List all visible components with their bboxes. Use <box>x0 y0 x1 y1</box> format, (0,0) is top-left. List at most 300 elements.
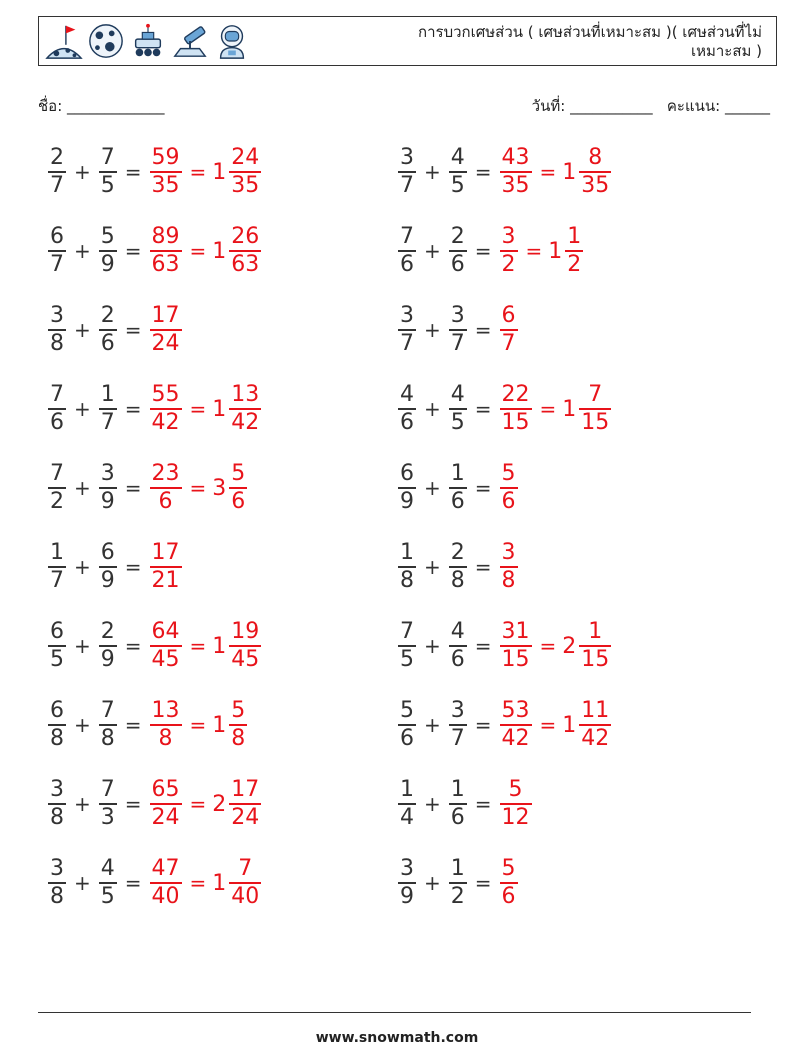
equals-sign: = <box>474 239 492 263</box>
equals-sign: = <box>124 318 142 342</box>
problem-item <box>46 377 263 441</box>
equals-sign: = <box>124 792 142 816</box>
answer-mixed-fraction <box>229 777 261 831</box>
answer-improper <box>500 461 518 515</box>
addend-b <box>99 382 117 436</box>
answer-mixed-fraction-numerator: 1 <box>567 224 582 250</box>
answer-whole: 1 <box>212 870 227 896</box>
answer-mixed-fraction-denominator: 40 <box>231 883 260 909</box>
plus-sign: + <box>74 792 91 816</box>
addend-a <box>398 856 416 910</box>
addend-b-numerator: 4 <box>100 856 115 882</box>
addend-b-denominator: 8 <box>100 725 115 751</box>
addend-a-numerator: 6 <box>50 698 64 724</box>
problem-item <box>396 693 613 757</box>
problem-item <box>46 851 263 915</box>
answer-mixed-fraction-denominator: 2 <box>567 251 582 277</box>
answer-improper <box>500 303 518 357</box>
plus-sign: + <box>74 634 91 658</box>
addend-b-denominator: 2 <box>450 883 465 909</box>
answer-improper-numerator: 47 <box>151 856 180 882</box>
plus-sign: + <box>424 397 441 421</box>
addend-a-denominator: 8 <box>50 883 64 909</box>
answer-mixed-fraction <box>579 619 611 673</box>
answer-improper <box>150 303 182 357</box>
addend-b-numerator: 3 <box>450 698 465 724</box>
plus-sign: + <box>74 318 91 342</box>
answer-improper <box>150 698 182 752</box>
answer-mixed-fraction <box>229 145 261 199</box>
answer-improper-denominator: 35 <box>151 172 180 198</box>
problem-item <box>46 298 184 362</box>
addend-a <box>398 145 416 199</box>
answer-mixed-fraction-denominator: 8 <box>231 725 246 751</box>
answer-equals-sign: = <box>539 397 557 421</box>
answer-whole: 1 <box>212 712 227 738</box>
answer-improper-denominator: 7 <box>501 330 516 356</box>
plus-sign: + <box>74 555 91 579</box>
problem-item <box>46 219 263 283</box>
addend-a-numerator: 3 <box>400 856 414 882</box>
answer-improper-denominator: 24 <box>151 804 180 830</box>
plus-sign: + <box>74 713 91 737</box>
answer-mixed-fraction <box>565 224 583 278</box>
answer-whole: 1 <box>562 712 577 738</box>
addend-a-numerator: 3 <box>400 145 414 171</box>
addend-b-numerator: 6 <box>100 540 115 566</box>
equals-sign: = <box>124 160 142 184</box>
addend-a <box>398 698 416 752</box>
plus-sign: + <box>424 160 441 184</box>
addend-b-numerator: 2 <box>100 303 115 329</box>
addend-a-numerator: 6 <box>50 224 64 250</box>
answer-whole: 3 <box>212 475 227 501</box>
answer-equals-sign: = <box>189 634 207 658</box>
addend-b <box>449 777 467 831</box>
plus-sign: + <box>74 397 91 421</box>
problem-item <box>396 140 613 204</box>
addend-a-numerator: 1 <box>400 777 414 803</box>
answer-mixed-fraction-numerator: 7 <box>238 856 253 882</box>
answer-improper-numerator: 89 <box>151 224 180 250</box>
answer-whole: 1 <box>212 396 227 422</box>
addend-a-denominator: 8 <box>400 567 414 593</box>
addend-a-numerator: 3 <box>50 856 64 882</box>
addend-b-denominator: 9 <box>100 567 115 593</box>
answer-whole: 2 <box>562 633 577 659</box>
answer-improper-numerator: 3 <box>501 540 516 566</box>
equals-sign: = <box>474 318 492 342</box>
addend-b-denominator: 7 <box>100 409 115 435</box>
answer-improper <box>500 224 518 278</box>
answer-equals-sign: = <box>189 397 207 421</box>
addend-a-numerator: 6 <box>50 619 64 645</box>
answer-improper-denominator: 15 <box>501 409 530 435</box>
addend-b <box>449 461 467 515</box>
addend-a-denominator: 2 <box>50 488 64 514</box>
equals-sign: = <box>124 397 142 421</box>
problem-item <box>46 140 263 204</box>
addend-a-numerator: 3 <box>50 303 64 329</box>
addend-b <box>449 856 467 910</box>
addend-a-numerator: 7 <box>400 224 414 250</box>
plus-sign: + <box>424 318 441 342</box>
date-label: วันที่: <box>531 97 566 115</box>
addend-b-denominator: 6 <box>100 330 115 356</box>
equals-sign: = <box>474 871 492 895</box>
addend-a <box>48 698 66 752</box>
answer-whole: 1 <box>212 159 227 185</box>
addend-b-numerator: 1 <box>450 777 465 803</box>
answer-improper-numerator: 43 <box>501 145 530 171</box>
answer-improper <box>500 382 532 436</box>
footer-url: www.snowmath.com <box>315 1030 479 1046</box>
equals-sign: = <box>474 555 492 579</box>
answer-improper-denominator: 6 <box>501 883 516 909</box>
answer-improper <box>500 619 532 673</box>
addend-a-denominator: 8 <box>50 330 64 356</box>
plus-sign: + <box>424 476 441 500</box>
addend-b-denominator: 9 <box>100 251 115 277</box>
answer-improper-denominator: 21 <box>151 567 180 593</box>
addend-b <box>99 224 117 278</box>
addend-b-numerator: 4 <box>450 619 465 645</box>
worksheet-title: การบวกเศษส่วน ( เศษส่วนที่เหมาะสม )( เศษส่วนที่ไม่เหมาะสม ) <box>418 23 762 60</box>
answer-mixed-fraction-denominator: 35 <box>231 172 260 198</box>
answer-equals-sign: = <box>539 160 557 184</box>
equals-sign: = <box>124 239 142 263</box>
answer-improper <box>500 540 518 594</box>
addend-b-denominator: 6 <box>450 646 465 672</box>
addend-b <box>449 303 467 357</box>
addend-a <box>398 461 416 515</box>
addend-a-numerator: 6 <box>400 461 414 487</box>
score-label: คะแนน: <box>666 97 721 115</box>
addend-b-denominator: 5 <box>450 172 465 198</box>
answer-mixed-fraction <box>229 619 261 673</box>
addend-a <box>398 382 416 436</box>
addend-a <box>398 303 416 357</box>
answer-improper-denominator: 8 <box>501 567 516 593</box>
answer-improper-numerator: 55 <box>151 382 180 408</box>
answer-improper-denominator: 42 <box>501 725 530 751</box>
addend-a <box>48 382 66 436</box>
answer-improper-numerator: 17 <box>151 303 180 329</box>
plus-sign: + <box>74 476 91 500</box>
answer-equals-sign: = <box>189 792 207 816</box>
answer-mixed-fraction-denominator: 6 <box>231 488 246 514</box>
addend-a-denominator: 7 <box>400 172 414 198</box>
addend-b-numerator: 1 <box>450 856 465 882</box>
plus-sign: + <box>424 713 441 737</box>
plus-sign: + <box>424 555 441 579</box>
addend-b-denominator: 5 <box>450 409 465 435</box>
equals-sign: = <box>124 476 142 500</box>
problem-item <box>396 535 520 599</box>
answer-mixed-fraction-numerator: 8 <box>588 145 603 171</box>
answer-improper <box>150 777 182 831</box>
problem-item <box>46 693 249 757</box>
name-label: ชื่อ: <box>38 97 63 115</box>
problem-item <box>396 298 520 362</box>
answer-improper-denominator: 8 <box>158 725 173 751</box>
answer-improper-numerator: 6 <box>501 303 516 329</box>
answer-mixed-fraction-denominator: 42 <box>581 725 610 751</box>
problem-item <box>396 614 613 678</box>
addend-a <box>398 224 416 278</box>
plus-sign: + <box>424 239 441 263</box>
answer-improper-numerator: 64 <box>151 619 180 645</box>
addend-b-numerator: 2 <box>100 619 115 645</box>
answer-mixed-fraction <box>229 698 247 752</box>
answer-improper-denominator: 35 <box>501 172 530 198</box>
equals-sign: = <box>474 476 492 500</box>
equals-sign: = <box>124 555 142 579</box>
equals-sign: = <box>474 397 492 421</box>
plus-sign: + <box>424 634 441 658</box>
addend-a-denominator: 6 <box>50 409 64 435</box>
answer-mixed-fraction-denominator: 15 <box>581 646 610 672</box>
answer-equals-sign: = <box>525 239 543 263</box>
answer-equals-sign: = <box>539 634 557 658</box>
addend-b <box>449 619 467 673</box>
addend-b-numerator: 2 <box>450 224 465 250</box>
addend-a <box>398 777 416 831</box>
addend-b-numerator: 7 <box>100 777 115 803</box>
addend-a-numerator: 7 <box>50 461 64 487</box>
answer-whole: 1 <box>212 633 227 659</box>
answer-improper-numerator: 3 <box>501 224 516 250</box>
answer-mixed-fraction-denominator: 24 <box>231 804 260 830</box>
answer-improper <box>500 698 532 752</box>
addend-a-denominator: 6 <box>400 409 414 435</box>
problem-item <box>46 614 263 678</box>
equals-sign: = <box>474 792 492 816</box>
answer-improper-numerator: 13 <box>151 698 180 724</box>
addend-b <box>99 619 117 673</box>
answer-improper <box>150 619 182 673</box>
addend-b <box>449 382 467 436</box>
answer-mixed-fraction-numerator: 5 <box>231 461 246 487</box>
addend-b-numerator: 4 <box>450 145 465 171</box>
answer-improper <box>150 856 182 910</box>
addend-b <box>449 540 467 594</box>
addend-b-numerator: 7 <box>100 145 115 171</box>
answer-improper-denominator: 12 <box>501 804 530 830</box>
addend-b <box>449 224 467 278</box>
addend-b <box>99 461 117 515</box>
addend-a-numerator: 7 <box>50 382 64 408</box>
answer-whole: 1 <box>212 238 227 264</box>
problem-item <box>396 456 520 520</box>
answer-improper-denominator: 24 <box>151 330 180 356</box>
addend-b-denominator: 7 <box>450 330 465 356</box>
answer-improper-denominator: 6 <box>158 488 173 514</box>
addend-a <box>48 619 66 673</box>
addend-b <box>449 698 467 752</box>
answer-whole: 1 <box>562 159 577 185</box>
answer-improper <box>150 224 182 278</box>
addend-a <box>48 777 66 831</box>
problem-item <box>46 456 249 520</box>
addend-b-numerator: 4 <box>450 382 465 408</box>
answer-mixed-fraction-denominator: 63 <box>231 251 260 277</box>
addend-a <box>48 461 66 515</box>
equals-sign: = <box>474 634 492 658</box>
answer-improper-numerator: 5 <box>508 777 523 803</box>
answer-mixed-fraction <box>229 382 261 436</box>
answer-improper-denominator: 40 <box>151 883 180 909</box>
answer-mixed-fraction-numerator: 24 <box>231 145 260 171</box>
addend-a-denominator: 9 <box>400 883 414 909</box>
date-blank: ___________ <box>570 97 653 115</box>
answer-mixed-fraction-numerator: 5 <box>231 698 246 724</box>
addend-b-denominator: 6 <box>450 804 465 830</box>
answer-mixed-fraction <box>579 382 611 436</box>
addend-b-denominator: 9 <box>100 646 115 672</box>
problem-item <box>396 851 520 915</box>
addend-b-numerator: 1 <box>100 382 115 408</box>
problem-item <box>396 377 613 441</box>
answer-improper-denominator: 6 <box>501 488 516 514</box>
addend-a-numerator: 1 <box>50 540 64 566</box>
addend-b-denominator: 6 <box>450 251 465 277</box>
addend-b-numerator: 2 <box>450 540 465 566</box>
answer-mixed-fraction <box>229 856 261 910</box>
answer-improper-denominator: 2 <box>501 251 516 277</box>
addend-b-denominator: 5 <box>100 883 115 909</box>
addend-b-numerator: 7 <box>100 698 115 724</box>
answer-mixed-fraction <box>229 461 247 515</box>
answer-mixed-fraction-numerator: 1 <box>588 619 603 645</box>
plus-sign: + <box>74 239 91 263</box>
addend-a-denominator: 7 <box>50 567 64 593</box>
addend-a-denominator: 6 <box>400 725 414 751</box>
equals-sign: = <box>474 713 492 737</box>
addend-b-denominator: 7 <box>450 725 465 751</box>
answer-equals-sign: = <box>539 713 557 737</box>
addend-a-numerator: 1 <box>400 540 414 566</box>
addend-b-numerator: 1 <box>450 461 465 487</box>
addend-b <box>449 145 467 199</box>
addend-b <box>99 698 117 752</box>
answer-mixed-fraction-denominator: 35 <box>581 172 610 198</box>
addend-a-denominator: 8 <box>50 804 64 830</box>
answer-improper-numerator: 53 <box>501 698 530 724</box>
answer-improper-numerator: 5 <box>501 461 516 487</box>
answer-improper-denominator: 45 <box>151 646 180 672</box>
addend-b-denominator: 9 <box>100 488 115 514</box>
addend-b-denominator: 6 <box>450 488 465 514</box>
addend-a-denominator: 5 <box>400 646 414 672</box>
answer-improper-numerator: 31 <box>501 619 530 645</box>
answer-mixed-fraction <box>579 698 611 752</box>
addend-b-numerator: 3 <box>450 303 465 329</box>
answer-whole: 2 <box>212 791 227 817</box>
problem-item <box>396 772 534 836</box>
addend-b <box>99 856 117 910</box>
answer-improper-numerator: 59 <box>151 145 180 171</box>
answer-improper <box>500 856 518 910</box>
answer-mixed-fraction-numerator: 11 <box>581 698 610 724</box>
plus-sign: + <box>74 871 91 895</box>
addend-a-numerator: 3 <box>50 777 64 803</box>
answer-mixed-fraction <box>229 224 261 278</box>
answer-equals-sign: = <box>189 239 207 263</box>
addend-a-denominator: 7 <box>50 172 64 198</box>
footer-divider <box>38 1012 751 1013</box>
addend-a <box>48 145 66 199</box>
addend-b-denominator: 3 <box>100 804 115 830</box>
answer-improper-numerator: 65 <box>151 777 180 803</box>
addend-a <box>398 619 416 673</box>
answer-mixed-fraction-numerator: 19 <box>231 619 260 645</box>
answer-whole: 1 <box>562 396 577 422</box>
answer-mixed-fraction-numerator: 13 <box>231 382 260 408</box>
answer-equals-sign: = <box>189 871 207 895</box>
addend-a <box>48 856 66 910</box>
addend-a <box>48 303 66 357</box>
answer-equals-sign: = <box>189 713 207 737</box>
plus-sign: + <box>74 160 91 184</box>
answer-whole: 1 <box>548 238 563 264</box>
name-blank: _____________ <box>67 97 165 115</box>
answer-mixed-fraction-denominator: 42 <box>231 409 260 435</box>
equals-sign: = <box>474 160 492 184</box>
problem-item <box>46 772 263 836</box>
answer-improper <box>150 382 182 436</box>
answer-improper-numerator: 22 <box>501 382 530 408</box>
addend-a-denominator: 8 <box>50 725 64 751</box>
addend-a <box>48 224 66 278</box>
answer-improper-denominator: 42 <box>151 409 180 435</box>
answer-mixed-fraction-numerator: 7 <box>588 382 603 408</box>
answer-improper-numerator: 17 <box>151 540 180 566</box>
plus-sign: + <box>424 792 441 816</box>
answer-improper-denominator: 63 <box>151 251 180 277</box>
addend-b-numerator: 3 <box>100 461 115 487</box>
problem-item <box>46 535 184 599</box>
problem-item <box>396 219 585 283</box>
equals-sign: = <box>124 713 142 737</box>
answer-improper <box>500 777 532 831</box>
equals-sign: = <box>124 871 142 895</box>
addend-a-denominator: 7 <box>50 251 64 277</box>
addend-a-denominator: 4 <box>400 804 414 830</box>
addend-a-numerator: 3 <box>400 303 414 329</box>
answer-improper-numerator: 5 <box>501 856 516 882</box>
equals-sign: = <box>124 634 142 658</box>
addend-b-denominator: 5 <box>100 172 115 198</box>
answer-improper <box>500 145 532 199</box>
addend-a-denominator: 5 <box>50 646 64 672</box>
answer-improper <box>150 461 182 515</box>
answer-mixed-fraction-numerator: 26 <box>231 224 260 250</box>
answer-improper <box>150 540 182 594</box>
answer-improper <box>150 145 182 199</box>
addend-a <box>48 540 66 594</box>
addend-b <box>99 303 117 357</box>
score-blank: ______ <box>725 97 770 115</box>
addend-a-denominator: 6 <box>400 251 414 277</box>
answer-mixed-fraction-denominator: 45 <box>231 646 260 672</box>
addend-b <box>99 145 117 199</box>
answer-equals-sign: = <box>189 476 207 500</box>
addend-a-numerator: 2 <box>50 145 64 171</box>
addend-b <box>99 540 117 594</box>
addend-a-numerator: 4 <box>400 382 414 408</box>
addend-b <box>99 777 117 831</box>
